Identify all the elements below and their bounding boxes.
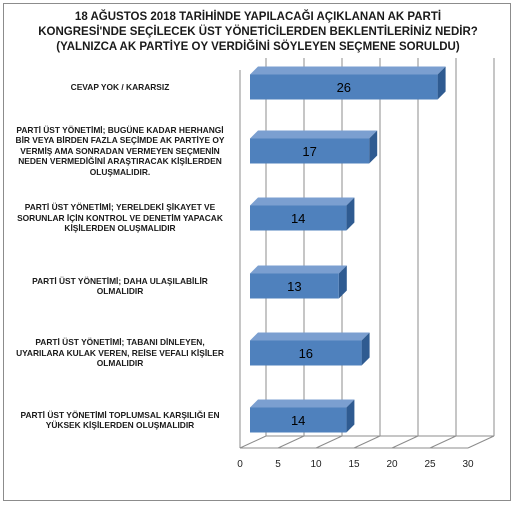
category-label-1: CEVAP YOK / KARARSIZ bbox=[70, 81, 170, 92]
x-tick-label-5: 25 bbox=[424, 459, 436, 470]
bar-top-4 bbox=[250, 266, 347, 274]
bar-top-3 bbox=[250, 198, 354, 206]
value-label-3: 14 bbox=[290, 211, 306, 226]
title-line-2: KONGRESİ'NDE SEÇİLECEK ÜST YÖNETİCİLERDEN BEKLENTİLERİNİZ NEDİR? bbox=[38, 26, 478, 38]
title-line-1: 18 AĞUSTOS 2018 TARİHİNDE YAPILACAĞI AÇIKLANAN AK PARTİ bbox=[74, 11, 442, 23]
floor-gridline-4 bbox=[392, 436, 418, 448]
category-label-5: PARTİ ÜST YÖNETİMİ; TABANI DİNLEYEN, UYARILARA KULAK VEREN, REİSE VEFALI KİŞİLER OLMALIDIR bbox=[16, 337, 224, 369]
category-label-3: PARTİ ÜST YÖNETİMİ; YERELDEKİ ŞİKAYET VE SORUNLAR İÇİN KONTROL VE DENETİM YAPACAK KİŞİLERDEN OLUŞMALIDIR bbox=[17, 202, 223, 234]
value-label-1: 26 bbox=[336, 80, 352, 95]
x-tick-label-1: 5 bbox=[275, 459, 281, 470]
floor-gridline-5 bbox=[430, 436, 456, 448]
value-label-4: 13 bbox=[287, 279, 302, 294]
floor-gridline-0 bbox=[240, 436, 266, 448]
x-tick-label-3: 15 bbox=[348, 459, 360, 470]
bar-top-1 bbox=[250, 67, 446, 75]
title-line-3: (YALNIZCA AK PARTİYE OY VERDİĞİNİ SÖYLEYEN SEÇMENE SORULDU) bbox=[56, 41, 460, 53]
bar-top-5 bbox=[250, 333, 370, 341]
value-label-6: 14 bbox=[290, 413, 306, 428]
category-label-2: PARTİ ÜST YÖNETİMİ; BUGÜNE KADAR HERHANGİ BİR VEYA BİRDEN FAZLA SEÇİMDE AK PARTİYE OY VERMİŞ AMA SONRADAN VERMEYEN SEÇMENİN NEDEN VERMEDİĞİNİ ARAŞTIRACAK KİŞİLERDEN OLUŞMALIDIR. bbox=[15, 124, 225, 177]
x-tick-label-6: 30 bbox=[462, 459, 474, 470]
floor-gridline-6 bbox=[468, 436, 494, 448]
floor-gridline-1 bbox=[278, 436, 304, 448]
x-tick-label-2: 10 bbox=[310, 459, 322, 470]
category-label-4: PARTİ ÜST YÖNETİMİ; DAHA ULAŞILABİLİR OLMALIDIR bbox=[32, 275, 208, 296]
bar-top-2 bbox=[250, 131, 377, 139]
x-tick-label-4: 20 bbox=[386, 459, 398, 470]
x-tick-label-0: 0 bbox=[237, 459, 243, 470]
floor-gridline-3 bbox=[354, 436, 380, 448]
value-label-5: 16 bbox=[298, 346, 314, 361]
category-label-6: PARTİ ÜST YÖNETİMİ TOPLUMSAL KARŞILIĞI EN YÜKSEK KİŞİLERDEN OLUŞMALIDIR bbox=[20, 409, 220, 430]
value-label-2: 17 bbox=[302, 144, 317, 159]
floor-gridline-2 bbox=[316, 436, 342, 448]
bar-top-6 bbox=[250, 400, 354, 408]
